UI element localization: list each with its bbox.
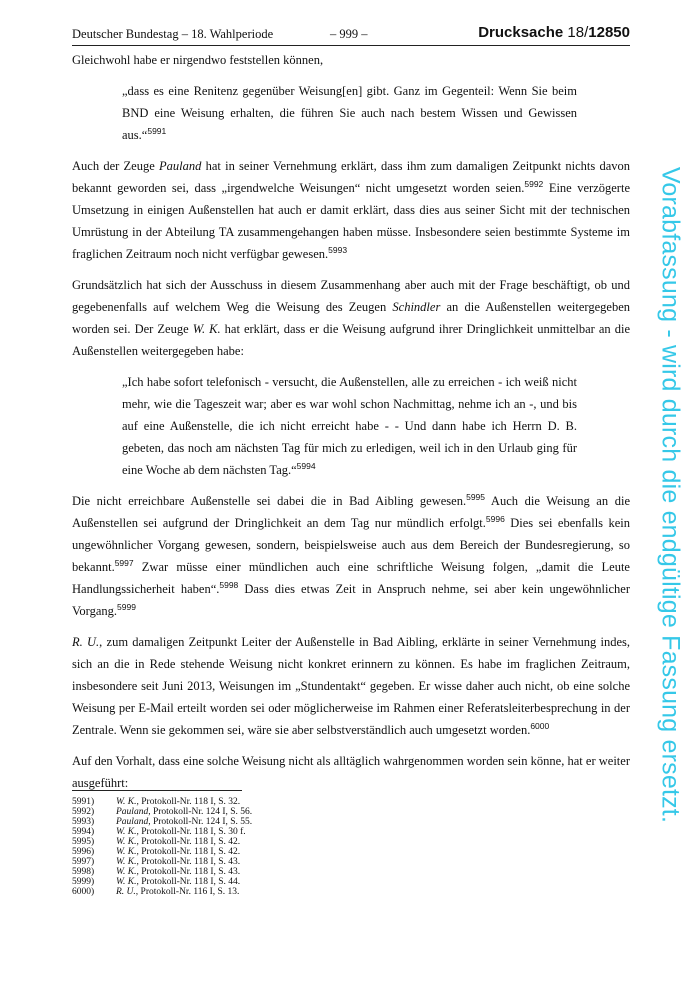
footnote-source: , Protokoll-Nr. 118 I, S. 30 f. bbox=[136, 827, 246, 837]
watermark-text: Vorabfassung - wird durch die endgültige Fassung ersetzt. bbox=[656, 166, 685, 824]
quote-1-text: „dass es eine Renitenz gegenüber Weisung[en] gibt. Ganz im Gegenteil: Wenn Sie beim BND eine Weisung erhalten, die führen Sie auch nach bestem Wissen und Gewissen aus.“ bbox=[122, 84, 577, 142]
header-publication: Deutscher Bundestag – 18. Wahlperiode bbox=[72, 27, 274, 41]
footnote bbox=[72, 867, 252, 877]
doc-num-id: 12850 bbox=[588, 24, 630, 41]
text-run: an die Außenstellen weitergegeben worden sei. Der Zeuge bbox=[72, 300, 630, 336]
footnote-number: 5998) bbox=[72, 867, 95, 877]
footnote-witness: W. K. bbox=[116, 837, 137, 847]
footnote-ref[interactable]: 5999 bbox=[117, 601, 136, 612]
footnote bbox=[72, 817, 252, 827]
footnote-number: 5994) bbox=[72, 827, 95, 837]
footnote-text bbox=[116, 807, 252, 817]
footnote-witness: W. K. bbox=[116, 877, 137, 887]
text-run: Auch der Zeuge bbox=[72, 159, 159, 173]
footnote-number: 5993) bbox=[72, 817, 95, 827]
footnote-text bbox=[116, 817, 252, 827]
footnote-witness: Pauland bbox=[116, 817, 149, 827]
footnote-source: , Protokoll-Nr. 124 I, S. 55. bbox=[148, 817, 253, 827]
text-run: , zum damaligen Zeitpunkt Leiter der Außenstelle in Bad Aibling, erklärte in seiner Vernehmung indes, sich an die in Rede stehende Weisung nicht konkret erinnern zu können. Es habe im fraglichen Zeitraum, insbesondere seit Juni 2013, Weisungen im „Stundentakt“ gegeben. Er wisse daher auch nicht, ob eine solche Weisung per E-Mail erteilt worden sei oder möglicherweise im Rahmen einer Referatsleiterbesprechung in der Zentrale. Wenn sie gekommen sei, wäre sie aber selbstverständlich auch umgesetzt worden. bbox=[72, 635, 630, 737]
footnote-text bbox=[116, 797, 240, 807]
paragraph-vorhalt: Auf den Vorhalt, dass eine solche Weisung nicht als alltäglich wahrgenommen worden sein könne, hat er weiter ausgeführt: bbox=[72, 754, 630, 790]
text-run: Dass dies etwas Zeit in Anspruch nehme, sei aber kein ungewöhnlicher Vorgang. bbox=[72, 582, 630, 618]
witness-name: W. K. bbox=[192, 322, 221, 336]
quote-1 bbox=[122, 80, 577, 146]
quote-2 bbox=[122, 371, 577, 481]
footnote-source: , Protokoll-Nr. 118 I, S. 42. bbox=[136, 847, 241, 857]
page-header bbox=[72, 25, 630, 45]
text-run: hat in seiner Vernehmung erklärt, dass ihm zum damaligen Zeitpunkt nichts davon bekannt geworden sei, dass „irgendwelche Weisungen“ nicht umgesetzt worden seien. bbox=[72, 159, 630, 195]
footnote-text bbox=[116, 837, 240, 847]
footnote bbox=[72, 827, 252, 837]
footnotes bbox=[72, 797, 252, 897]
footnote-text bbox=[116, 847, 240, 857]
header-divider bbox=[72, 45, 630, 46]
main-text bbox=[72, 49, 630, 803]
footnote-witness: W. K. bbox=[116, 857, 137, 867]
footnote-divider bbox=[72, 790, 242, 791]
witness-name: Pauland bbox=[158, 159, 202, 173]
footnote-witness: W. K. bbox=[116, 847, 137, 857]
doc-num-slash: / bbox=[584, 24, 589, 41]
paragraph-ru bbox=[72, 631, 630, 741]
footnote-ref[interactable]: 5991 bbox=[147, 125, 167, 136]
document-number bbox=[478, 24, 630, 41]
footnote bbox=[72, 887, 252, 897]
footnote-number: 5991) bbox=[72, 797, 95, 807]
footnote-witness: R. U. bbox=[116, 887, 136, 897]
footnote-source: , Protokoll-Nr. 124 I, S. 56. bbox=[148, 807, 253, 817]
text-run: Dies sei ebenfalls kein ungewöhnlicher Vorgang gewesen, sondern, beispielsweise auch aus dem Bereich der Bundesregierung, so bekannt. bbox=[72, 516, 631, 574]
footnote-ref[interactable]: 5994 bbox=[296, 460, 316, 471]
footnote-ref[interactable]: 5996 bbox=[485, 513, 505, 524]
footnote-text bbox=[116, 857, 240, 867]
footnote-number: 5995) bbox=[72, 837, 95, 847]
paragraph-schindler bbox=[72, 274, 630, 362]
footnote bbox=[72, 847, 252, 857]
footnote-witness: W. K. bbox=[116, 867, 137, 877]
footnote-source: , Protokoll-Nr. 118 I, S. 43. bbox=[136, 867, 241, 877]
footnote bbox=[72, 877, 252, 887]
footnote-text bbox=[116, 877, 240, 887]
footnote-witness: W. K. bbox=[116, 797, 137, 807]
text-run: hat erklärt, dass er die Weisung aufgrund ihrer Dringlichkeit unmittelbar an die Außenstellen weitergegeben habe: bbox=[72, 322, 631, 358]
footnote-ref[interactable]: 5997 bbox=[114, 557, 134, 568]
footnote-number: 5997) bbox=[72, 857, 95, 867]
footnote bbox=[72, 837, 252, 847]
footnote-source: , Protokoll-Nr. 118 I, S. 32. bbox=[136, 797, 241, 807]
footnote-number: 5992) bbox=[72, 807, 95, 817]
paragraph-pauland bbox=[72, 155, 630, 265]
text-run: Eine verzögerte Umsetzung in einigen Außenstellen hat auch er damit erklärt, dass dies aus seiner Sicht mit der technischen Umrüstung in der Abteilung TA zusammengehangen haben müsse. Insbesondere seien bestimmte Systeme im fraglichen Zeitraum noch nicht verfügbar gewesen. bbox=[72, 181, 630, 261]
footnote bbox=[72, 807, 252, 817]
text-run: Grundsätzlich hat sich der Ausschuss in diesem Zusammenhang aber auch mit der Frage beschäftigt, ob und gegebenenfalls auf welchem Weg die Weisung des Zeugen bbox=[72, 278, 630, 314]
footnote-ref[interactable]: 5992 bbox=[524, 178, 544, 189]
footnote-source: , Protokoll-Nr. 118 I, S. 42. bbox=[136, 837, 241, 847]
footnote-text bbox=[116, 887, 239, 897]
footnote-source: , Protokoll-Nr. 118 I, S. 43. bbox=[136, 857, 241, 867]
page-number: – 999 – bbox=[330, 27, 368, 41]
footnote-ref[interactable]: 5998 bbox=[219, 579, 239, 590]
footnote bbox=[72, 857, 252, 867]
quote-2-text: „Ich habe sofort telefonisch - versucht, die Außenstellen, alle zu erreichen - ich weiß nicht mehr, wie die Tageszeit war; aber es war wohl schon Nachmittag, nehme ich an -, und bis auf eine Außenstelle, die ich nicht erreicht habe - - Und dann habe ich Herrn D. B. gebeten, das noch am nächsten Tag für mich zu erledigen, weil ich in den Urlaub ging für eine Woche ab dem nächsten Tag.“ bbox=[122, 375, 577, 477]
witness-name: R. U. bbox=[72, 635, 100, 649]
text-run: Zwar müsse einer mündlichen auch eine schriftliche Weisung folgen, „damit die Leute Handlungssicherheit haben“. bbox=[72, 560, 630, 596]
footnote-witness: Pauland bbox=[116, 807, 149, 817]
footnote-witness: W. K. bbox=[116, 827, 137, 837]
footnote-ref[interactable]: 5993 bbox=[328, 244, 348, 255]
footnote-ref[interactable]: 6000 bbox=[530, 720, 550, 731]
preliminary-version-watermark bbox=[640, 125, 700, 865]
paragraph-intro: Gleichwohl habe er nirgendwo feststellen können, bbox=[72, 53, 324, 67]
footnote-text bbox=[116, 827, 246, 837]
doc-num-period: 18 bbox=[563, 24, 585, 41]
footnote-number: 5999) bbox=[72, 877, 95, 887]
doc-label: Drucksache bbox=[478, 24, 564, 41]
footnote-number: 6000) bbox=[72, 887, 95, 897]
footnote-text bbox=[116, 867, 240, 877]
text-run: Die nicht erreichbare Außenstelle sei dabei die in Bad Aibling gewesen. bbox=[72, 494, 467, 508]
text-run: Auch die Weisung an die Außenstellen sei aufgrund der Dringlichkeit an dem Tag nur mündlich erfolgt. bbox=[72, 494, 630, 530]
footnote bbox=[72, 797, 252, 807]
footnote-number: 5996) bbox=[72, 847, 95, 857]
footnote-source: , Protokoll-Nr. 118 I, S. 44. bbox=[136, 877, 241, 887]
witness-name: Schindler bbox=[392, 300, 441, 314]
paragraph-bad-aibling bbox=[72, 490, 630, 622]
footnote-source: , Protokoll-Nr. 116 I, S. 13. bbox=[135, 887, 240, 897]
footnote-ref[interactable]: 5995 bbox=[466, 491, 486, 502]
